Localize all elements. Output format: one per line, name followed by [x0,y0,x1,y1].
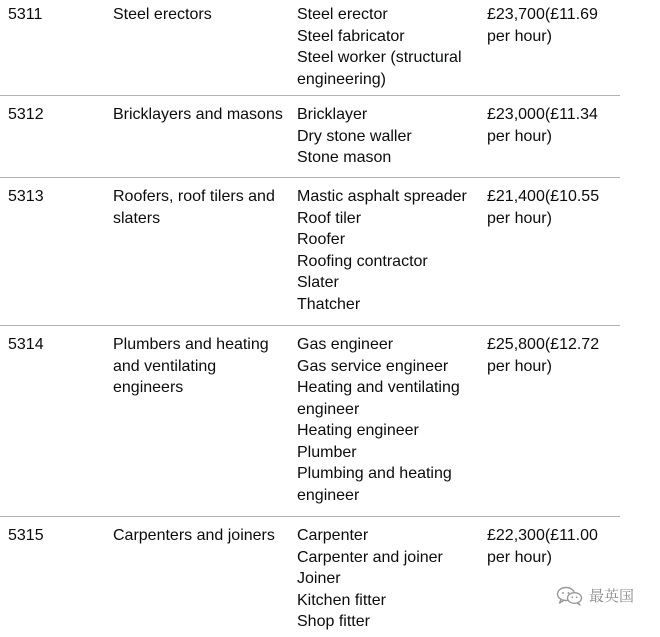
name-line: slaters [113,209,161,227]
salary-line: £22,300(£11.00 [487,527,598,544]
code-text: 5312 [8,106,44,123]
title-line: Heating engineer [297,422,419,439]
title-line: Steel worker (structural [297,49,462,66]
title-line: Steel fabricator [297,27,405,45]
title-line: engineering) [297,70,386,88]
name-line: Roofers, roof tilers and [113,188,275,205]
soc-code [8,0,98,26]
table-row [0,0,620,96]
occupation-name [113,517,283,547]
salary-line: £23,700(£11.69 [487,6,598,23]
salary [487,96,617,147]
watermark-text: 最英国 [589,587,635,605]
salary-line: £25,800(£12.72 [487,336,600,353]
job-titles [297,96,477,169]
title-line: Kitchen fitter [297,591,386,609]
salary-line: £21,400(£10.55 [487,188,600,205]
name-line: Plumbers and heating [113,336,269,353]
title-line: Dry stone waller [297,127,412,145]
name-line: Carpenters and joiners [113,527,275,544]
title-line: Thatcher [297,295,361,313]
title-line: Mastic asphalt spreader [297,188,467,205]
occupation-name [113,178,283,229]
salary-line: per hour) [487,27,552,45]
salary-line: per hour) [487,357,552,375]
salary [487,326,617,377]
watermark [556,585,634,606]
table-row [0,96,620,178]
title-line: Roof tiler [297,209,362,227]
title-line: Gas engineer [297,336,394,353]
occupation-name [113,96,283,126]
title-line: Gas service engineer [297,357,449,375]
code-text: 5311 [8,6,43,23]
salary [487,0,617,47]
occupation-name [113,326,283,399]
name-line: and ventilating [113,357,217,375]
name-line: Steel erectors [113,6,212,23]
job-titles [297,178,477,315]
salary-line: per hour) [487,548,552,566]
title-line: Bricklayer [297,106,368,123]
table-row [0,517,620,637]
job-titles [297,326,477,506]
salary [487,178,617,229]
name-line: engineers [113,379,184,396]
soc-code [8,517,98,547]
occupation-name [113,0,283,26]
table-row [0,326,620,517]
title-line: Plumber [297,443,357,461]
title-line: Heating and ventilating [297,379,460,396]
salary-line: per hour) [487,127,552,145]
title-line: Slater [297,274,339,291]
title-line: Shop fitter [297,613,370,630]
title-line: Plumbing and heating [297,465,452,482]
salary [487,517,617,568]
table-row [0,178,620,326]
wechat-icon [556,586,584,606]
title-line: Roofer [297,231,346,248]
title-line: engineer [297,486,360,504]
title-line: Stone mason [297,149,392,166]
job-titles [297,0,477,90]
code-text: 5313 [8,188,44,205]
title-line: Roofing contractor [297,252,428,270]
soc-code [8,178,98,208]
code-text: 5315 [8,527,44,544]
title-line: engineer [297,400,360,418]
title-line: Steel erector [297,6,388,23]
title-line: Carpenter and joiner [297,548,443,566]
job-titles [297,517,477,633]
code-text: 5314 [8,336,44,353]
title-line: Carpenter [297,527,369,544]
soc-code [8,96,98,126]
title-line: Joiner [297,570,341,587]
salary-line: £23,000(£11.34 [487,106,598,123]
soc-code [8,326,98,356]
salary-line: per hour) [487,209,552,227]
name-line: Bricklayers and masons [113,106,283,123]
